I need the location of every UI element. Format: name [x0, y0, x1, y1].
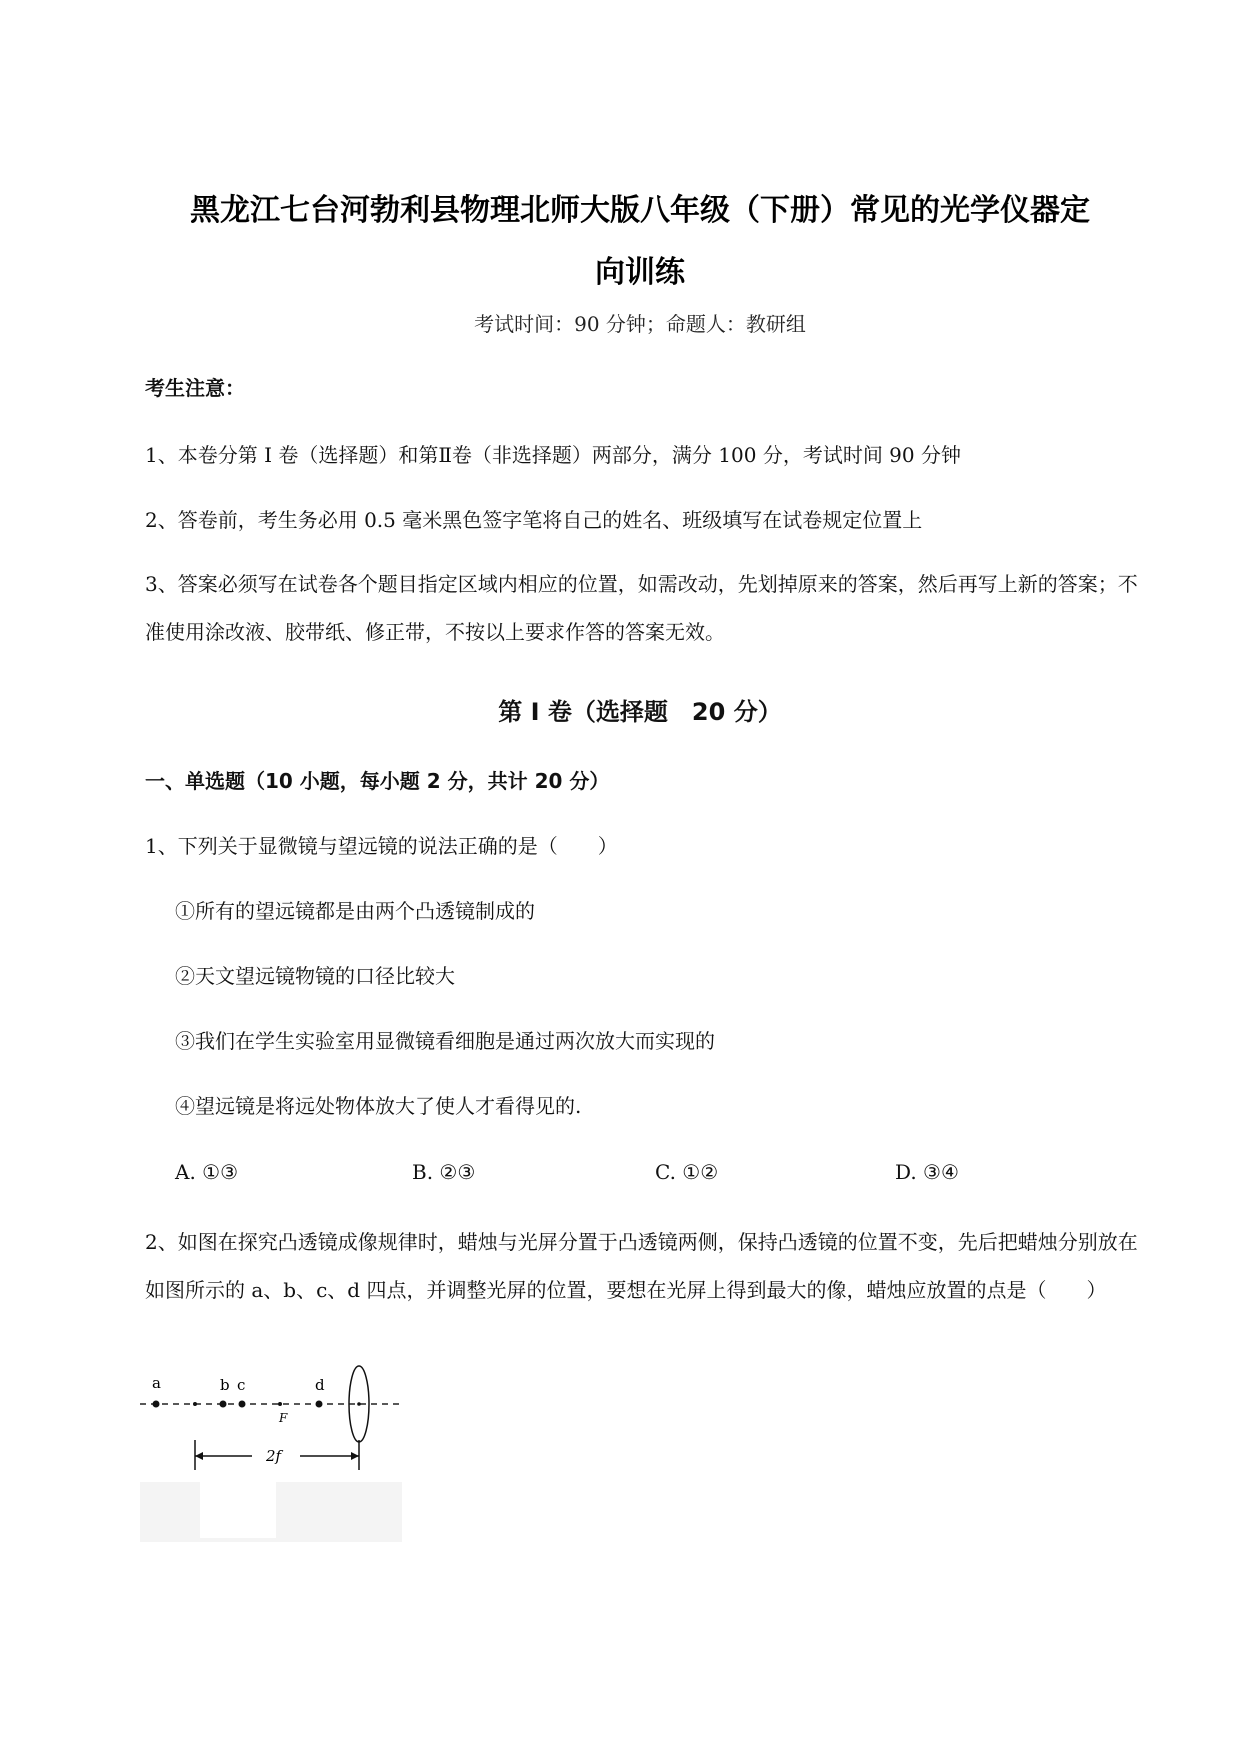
question-1-statement-3: ③我们在学生实验室用显微镜看细胞是通过两次放大而实现的	[175, 1029, 715, 1053]
notice-item-3: 3、答案必须写在试卷各个题目指定区域内相应的位置，如需改动，先划掉原来的答案，然后再写上新的答案；不准使用涂改液、胶带纸、修正带，不按以上要求作答的答案无效。	[145, 572, 1138, 644]
label-f: F	[279, 1411, 288, 1425]
dim-arrow-right	[351, 1452, 359, 1460]
label-2f: 2f	[266, 1447, 282, 1465]
question-2-stem: 2、如图在探究凸透镜成像规律时，蜡烛与光屏分置于凸透镜两侧，保持凸透镜的位置不变，先后把蜡烛分别放在如图所示的 a、b、c、d 四点，并调整光屏的位置，要想在光屏上得到最大的像，蜡烛应放置的点是（ ）	[145, 1230, 1138, 1302]
point-d	[316, 1401, 323, 1408]
point-a	[153, 1401, 160, 1408]
dim-arrow-left	[195, 1452, 203, 1460]
lens-diagram	[140, 1360, 410, 1550]
exam-subtitle: 考试时间：90 分钟；命题人：教研组	[474, 312, 806, 336]
question-1-option-b: B. ②③	[412, 1160, 476, 1184]
question-1-statement-1: ①所有的望远镜都是由两个凸透镜制成的	[175, 899, 535, 923]
section-title: 第 I 卷（选择题 20 分）	[498, 698, 782, 726]
point-c	[239, 1401, 246, 1408]
point-b	[220, 1401, 227, 1408]
label-a: a	[152, 1374, 161, 1392]
exam-title-line2: 向训练	[595, 255, 685, 290]
question-1-statement-4: ④望远镜是将远处物体放大了使人才看得见的.	[175, 1094, 582, 1118]
focus-point	[278, 1402, 282, 1406]
question-1-stem: 1、下列关于显微镜与望远镜的说法正确的是（ ）	[145, 834, 618, 858]
part-heading: 一、单选题（10 小题，每小题 2 分，共计 20 分）	[145, 769, 610, 793]
label-b: b	[220, 1376, 230, 1394]
question-1-statement-2: ②天文望远镜物镜的口径比较大	[175, 964, 455, 988]
lens-diagram-svg	[140, 1360, 410, 1550]
label-c: c	[237, 1376, 246, 1394]
notice-heading: 考生注意：	[145, 376, 245, 400]
notice-item-2: 2、答卷前，考生务必用 0.5 毫米黑色签字笔将自己的姓名、班级填写在试卷规定位置上	[145, 508, 923, 532]
question-1-option-c: C. ①②	[655, 1160, 719, 1184]
question-1-option-a: A. ①③	[175, 1160, 239, 1184]
figure-shade-gap	[200, 1482, 276, 1538]
exam-title-line1: 黑龙江七台河勃利县物理北师大版八年级（下册）常见的光学仪器定	[190, 193, 1090, 228]
optical-center	[357, 1402, 361, 1406]
notice-item-1: 1、本卷分第 I 卷（选择题）和第Ⅱ卷（非选择题）两部分，满分 100 分，考试时间 90 分钟	[145, 443, 961, 467]
question-1-option-d: D. ③④	[895, 1160, 959, 1184]
label-d: d	[315, 1376, 325, 1394]
axis-dot	[193, 1402, 197, 1406]
